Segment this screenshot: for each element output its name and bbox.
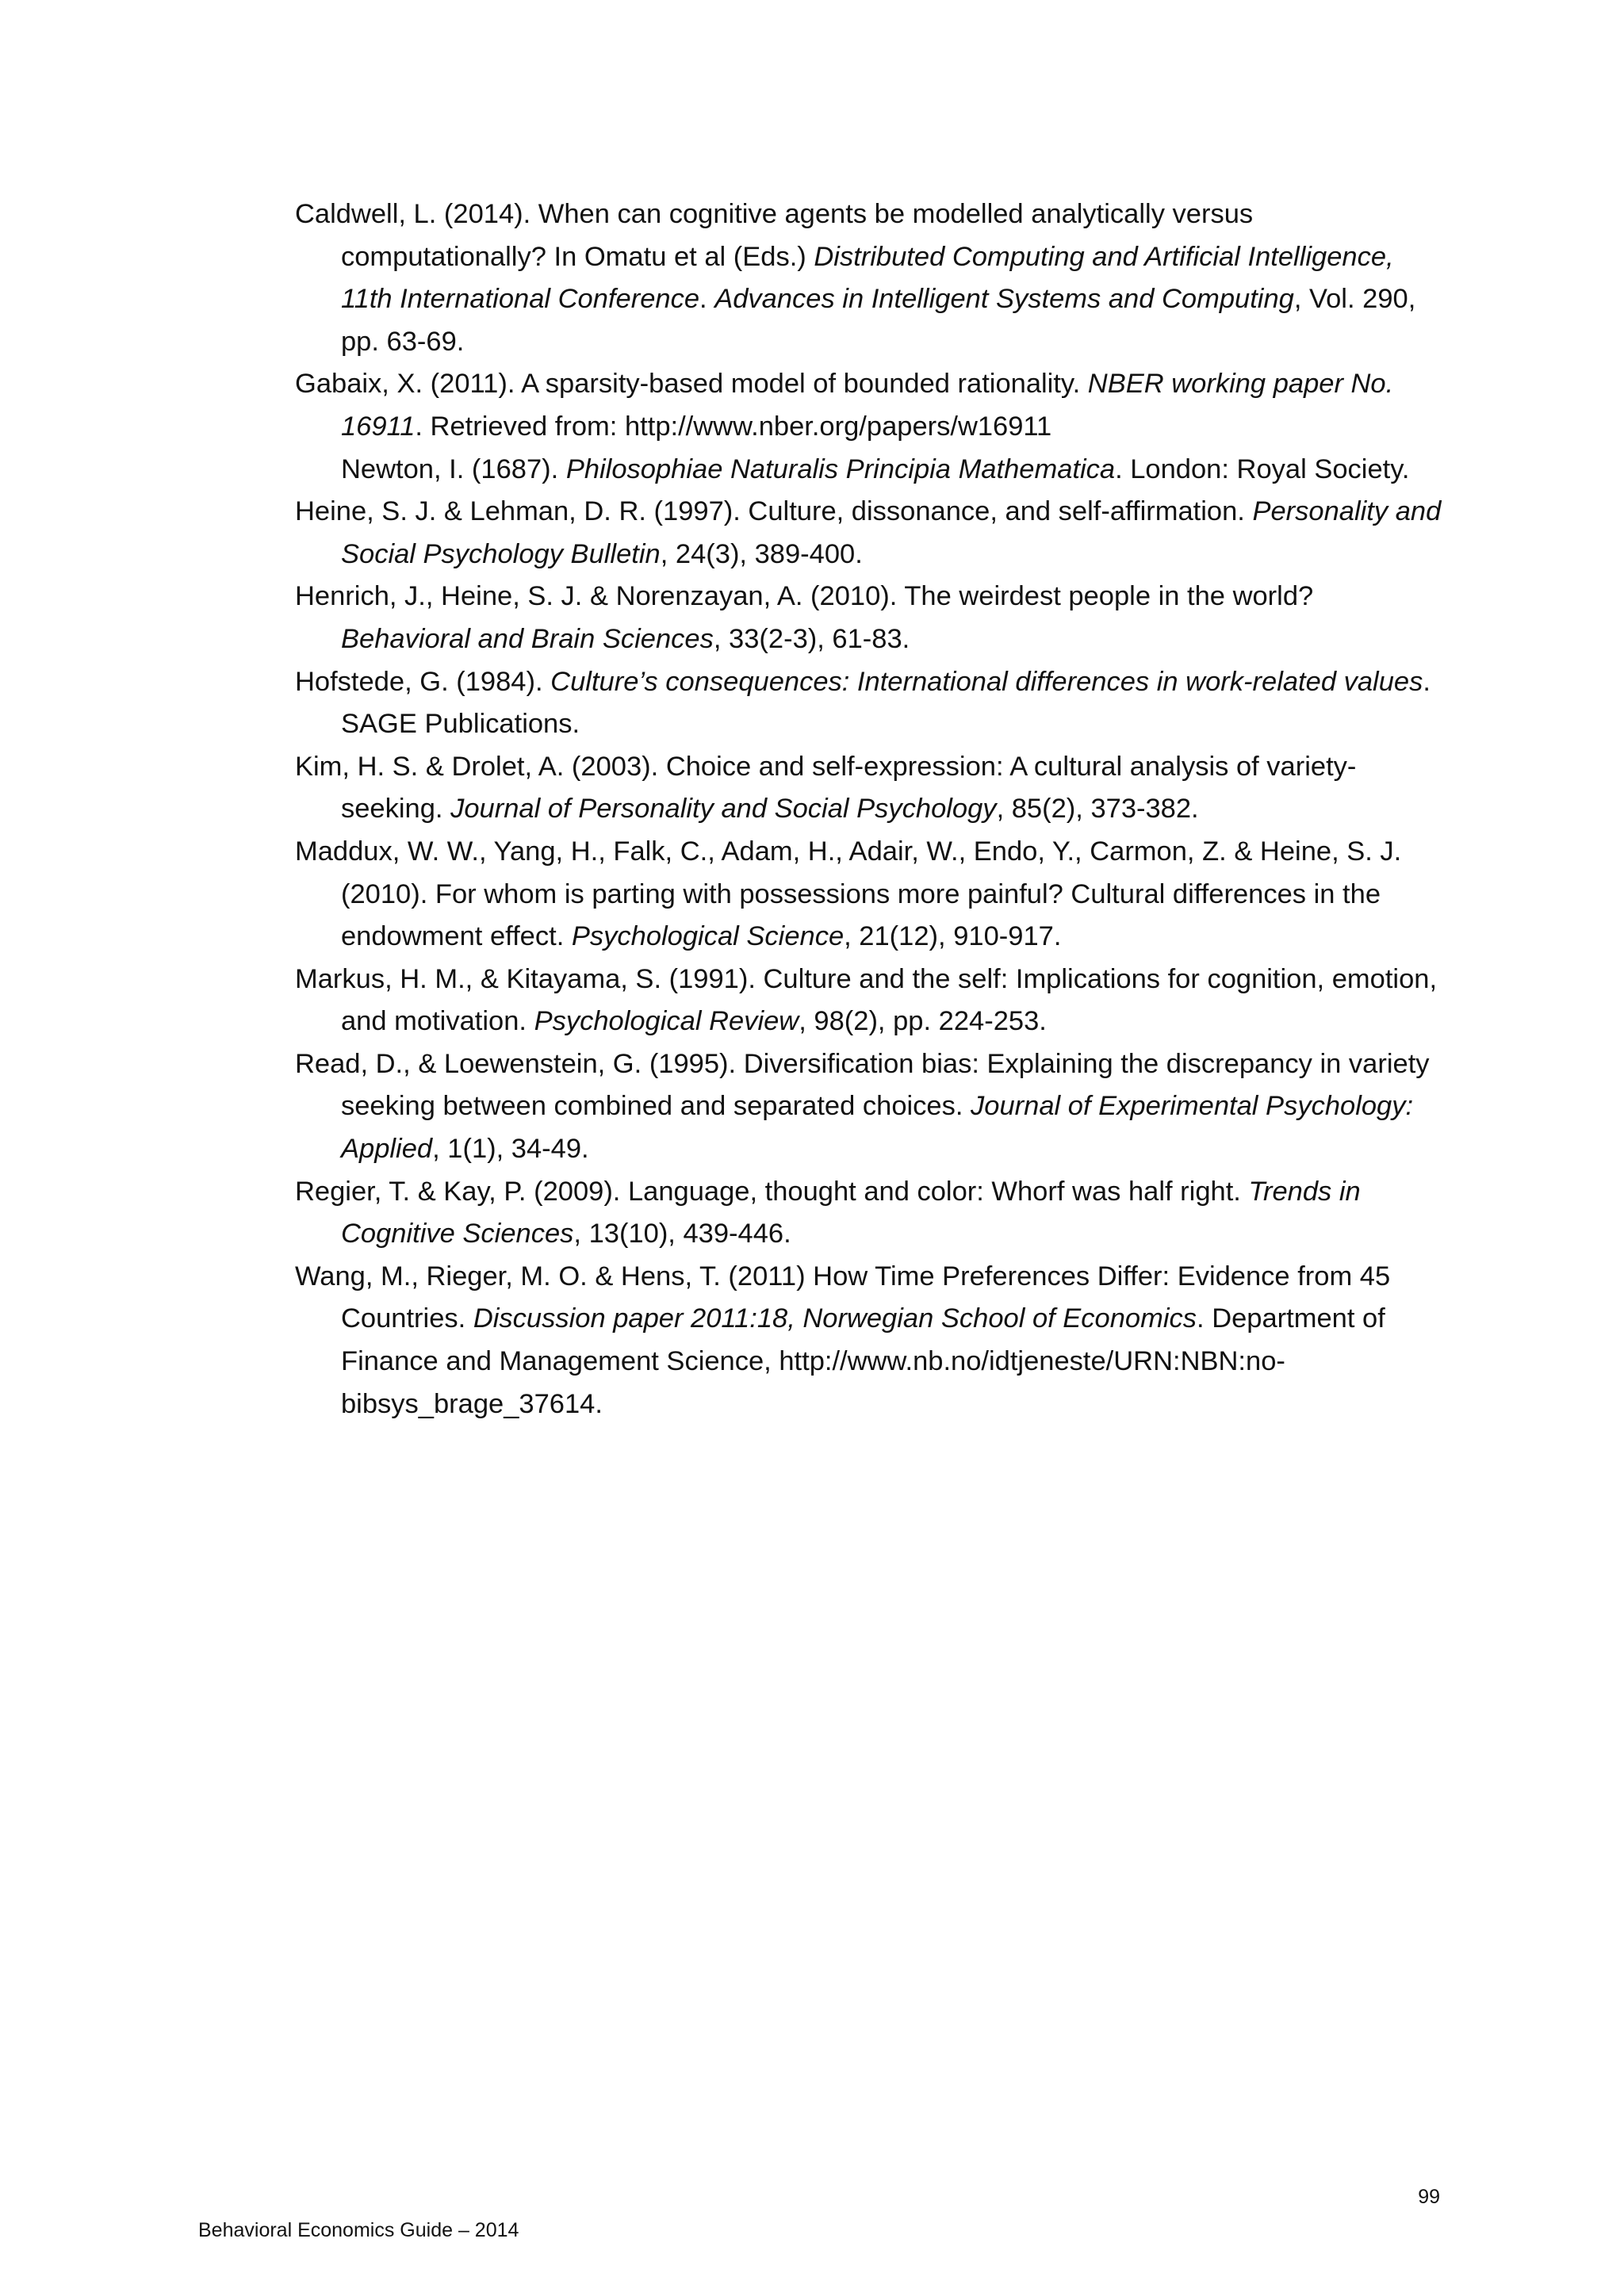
reference-entry <box>295 491 1445 576</box>
reference-text: , 33(2-3), 61-83. <box>713 623 910 654</box>
reference-text: Kim, H. S. & Drolet, A. (2003). Choice and self-expression: A cultural analysis of variety-seeking. <box>295 751 1357 825</box>
reference-text: , Vol. 290, pp. 63-69. <box>341 284 1416 357</box>
reference-entry <box>295 1256 1445 1425</box>
reference-italic-text: Psychological Science <box>571 921 845 952</box>
footer-title: Behavioral Economics Guide – 2014 <box>198 2219 519 2241</box>
reference-entry <box>295 576 1445 660</box>
reference-italic-text: NBER working paper No. 16911 <box>341 369 1394 442</box>
reference-entry <box>295 831 1445 959</box>
reference-entry <box>295 449 1445 492</box>
reference-text: , 24(3), 389-400. <box>660 538 863 569</box>
reference-text: Heine, S. J. & Lehman, D. R. (1997). Culture, dissonance, and self-affirmation. <box>295 496 1253 527</box>
reference-italic-text: Personality and Social Psychology Bulletin <box>341 496 1442 569</box>
reference-text: Gabaix, X. (2011). A sparsity-based model of bounded rationality. <box>295 369 1088 400</box>
reference-text: . Department of Finance and Management Science, http://www.nb.no/idtjeneste/URN:NBN:no-bibsys_brage_37614. <box>341 1303 1385 1419</box>
reference-italic-text: Distributed Computing and Artificial Intelligence, 11th International Conference <box>341 241 1394 315</box>
reference-text: Markus, H. M., & Kitayama, S. (1991). Culture and the self: Implications for cognition, emotion, and motivation. <box>295 963 1438 1037</box>
reference-italic-text: Discussion paper 2011:18, Norwegian School of Economics <box>473 1303 1197 1334</box>
reference-italic-text: Journal of Experimental Psychology: Applied <box>341 1091 1414 1165</box>
reference-entry <box>295 1171 1445 1256</box>
reference-italic-text: Behavioral and Brain Sciences <box>341 623 714 654</box>
reference-text: , 85(2), 373-382. <box>996 794 1199 825</box>
reference-text: , 21(12), 910-917. <box>844 921 1062 952</box>
reference-entry <box>295 661 1445 746</box>
reference-text: . SAGE Publications. <box>341 666 1431 740</box>
reference-text: Read, D., & Loewenstein, G. (1995). Diversification bias: Explaining the discrepancy in variety seeking between combined and separated choices. <box>295 1048 1430 1122</box>
reference-text: Hofstede, G. (1984). <box>295 666 551 697</box>
reference-italic-text: Journal of Personality and Social Psychology <box>450 794 997 825</box>
reference-text: . London: Royal Society. <box>1115 453 1410 484</box>
reference-entry <box>295 746 1445 831</box>
reference-italic-text: Psychological Review <box>534 1006 799 1037</box>
reference-text: Maddux, W. W., Yang, H., Falk, C., Adam, H., Adair, W., Endo, Y., Carmon, Z. & Heine, S. J. (2010). For whom is parting with possessions more painful? Cultural differences in the endowment effect. <box>295 836 1402 952</box>
reference-italic-text: Culture’s consequences: International differences in work-related values <box>550 666 1423 697</box>
reference-text: , 1(1), 34-49. <box>432 1134 589 1165</box>
reference-text: Caldwell, L. (2014). When can cognitive agents be modelled analytically versus computationally? In Omatu et al (Eds.) <box>295 199 1254 272</box>
reference-italic-text: Advances in Intelligent Systems and Computing <box>714 284 1294 315</box>
reference-entry <box>295 193 1445 363</box>
reference-text: Wang, M., Rieger, M. O. & Hens, T. (2011) How Time Preferences Differ: Evidence from 45 Countries. <box>295 1261 1391 1334</box>
reference-text: Henrich, J., Heine, S. J. & Norenzayan, A. (2010). The weirdest people in the world? <box>295 581 1314 612</box>
reference-text: . <box>699 284 715 315</box>
reference-list <box>295 193 1445 1425</box>
reference-italic-text: Trends in Cognitive Sciences <box>341 1176 1361 1249</box>
reference-entry <box>295 959 1445 1043</box>
reference-entry <box>295 363 1445 448</box>
page-number: 99 <box>1418 2186 1440 2208</box>
reference-text: Newton, I. (1687). <box>341 453 566 484</box>
reference-text: Regier, T. & Kay, P. (2009). Language, thought and color: Whorf was half right. <box>295 1176 1249 1207</box>
reference-text: , 98(2), pp. 224-253. <box>799 1006 1047 1037</box>
reference-entry <box>295 1043 1445 1171</box>
reference-italic-text: Philosophiae Naturalis Principia Mathematica <box>565 453 1116 484</box>
reference-text: . Retrieved from: http://www.nber.org/papers/w16911 <box>415 411 1052 442</box>
reference-text: , 13(10), 439-446. <box>573 1219 791 1249</box>
